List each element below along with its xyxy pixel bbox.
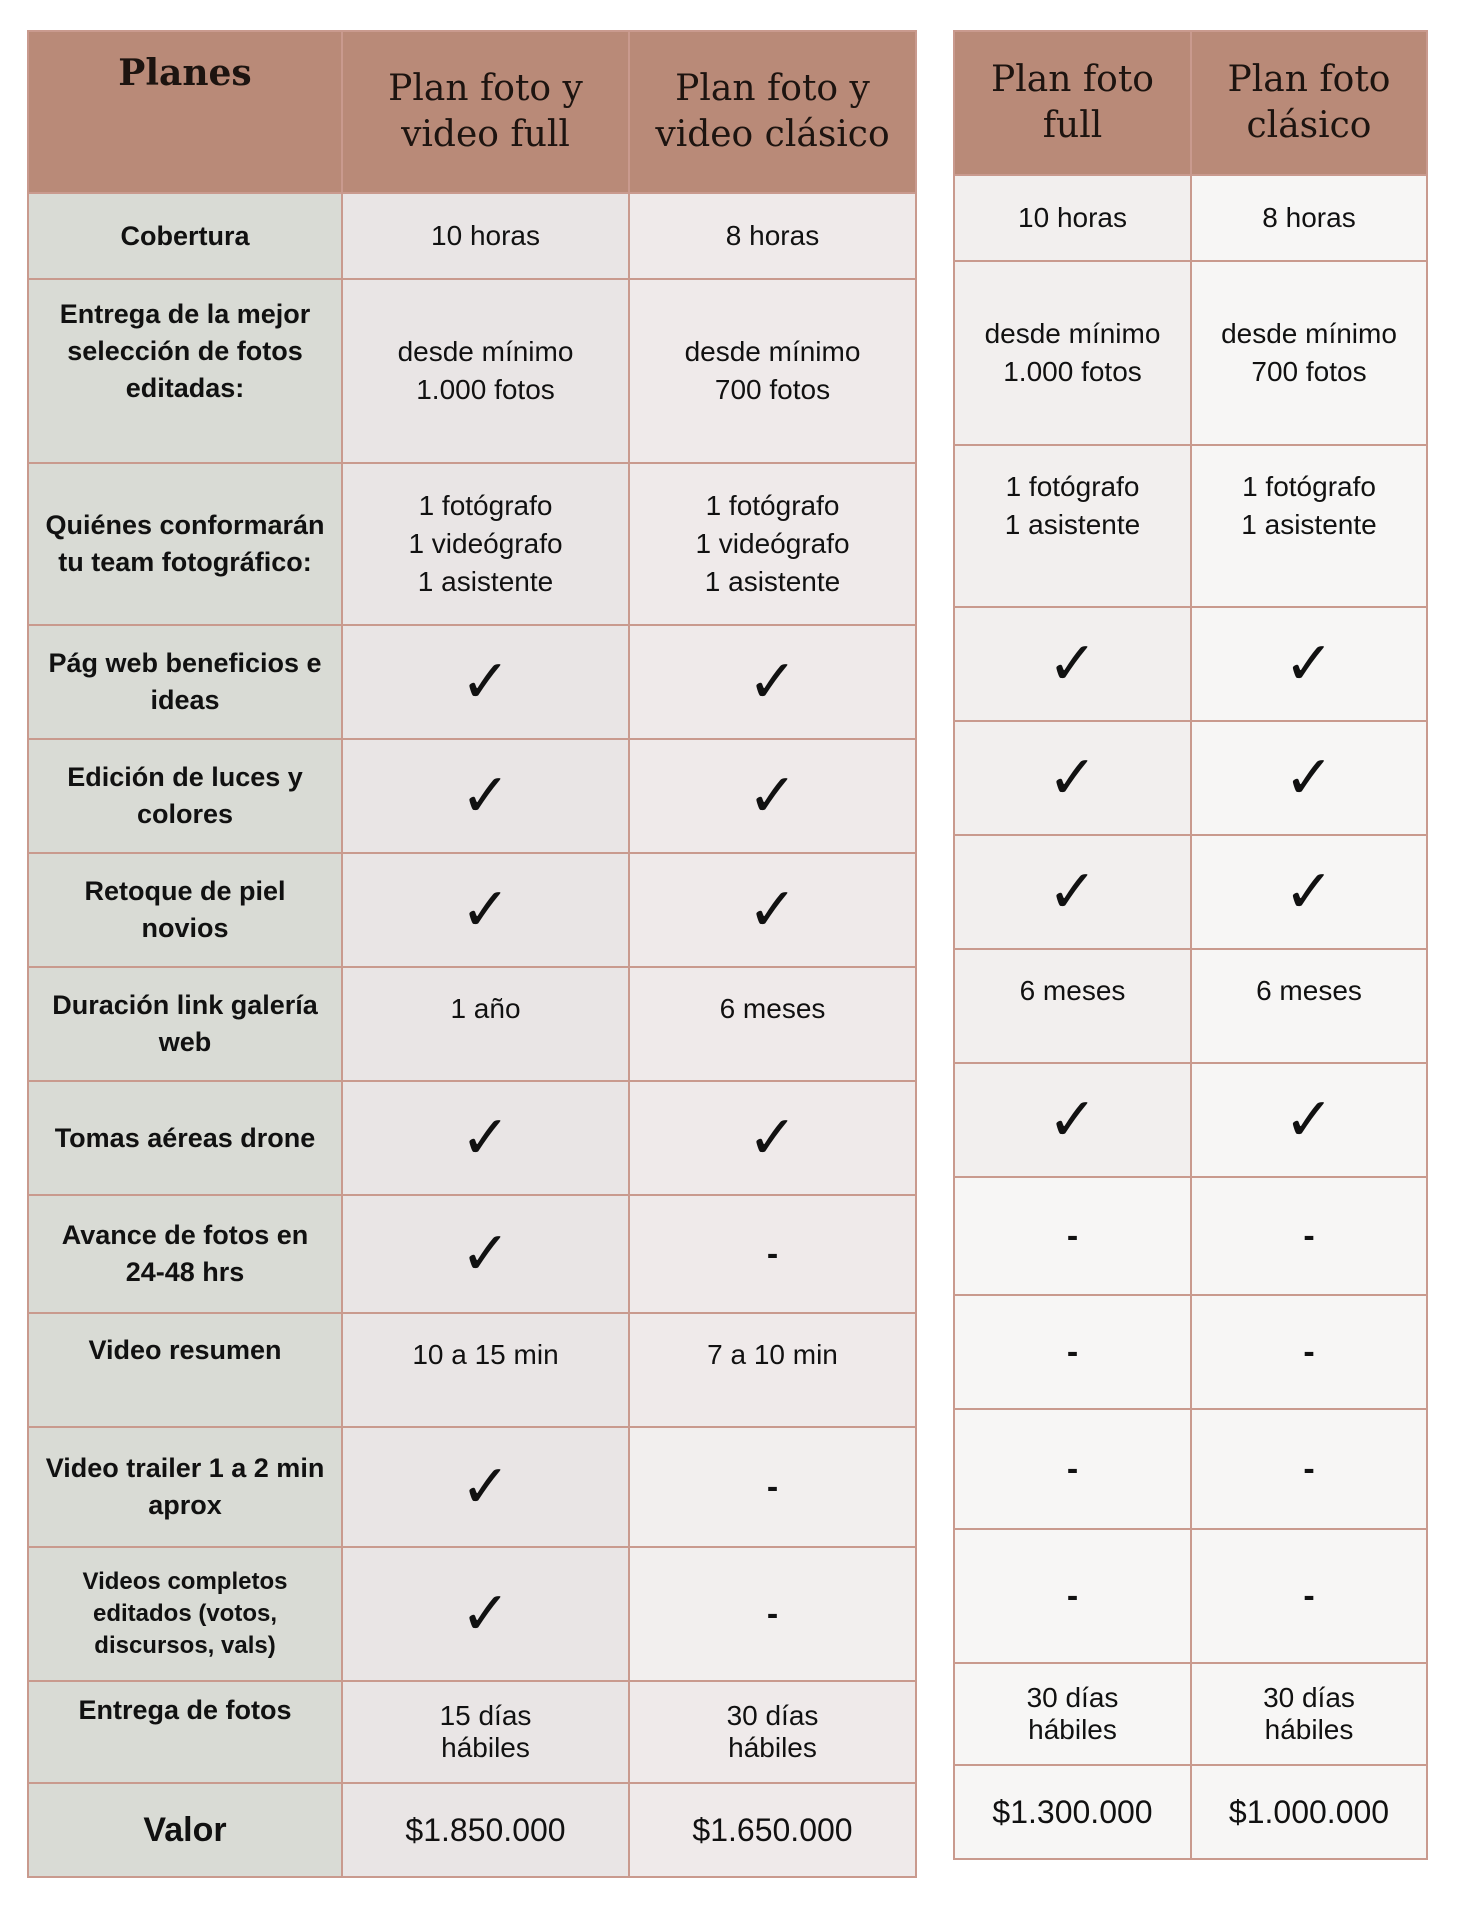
row-label-entrega-seleccion: Entrega de la mejor selección de fotos editadas: — [28, 279, 342, 463]
row-label-edicion: Edición de luces y colores — [28, 739, 342, 853]
row-entrega-fotos — [954, 1663, 1427, 1765]
dash-cell: - — [954, 1177, 1191, 1295]
header-planes: Planes — [28, 31, 342, 193]
check-icon: ✓ — [1191, 607, 1427, 721]
dash-cell: - — [629, 1427, 916, 1547]
cell-entrega-seleccion-plan4: desde mínimo 700 fotos — [1191, 261, 1427, 445]
dash-cell: - — [954, 1295, 1191, 1409]
header-plan-foto-video-full: Plan foto y video full — [342, 31, 629, 193]
row-label-video-resumen: Video resumen — [28, 1313, 342, 1427]
row-label-retoque: Retoque de piel novios — [28, 853, 342, 967]
check-icon: ✓ — [954, 835, 1191, 949]
dash-cell: - — [629, 1195, 916, 1313]
cell-duracion-plan3: 6 meses — [954, 949, 1191, 1063]
dash-cell: - — [1191, 1409, 1427, 1529]
row-label-drone: Tomas aéreas drone — [28, 1081, 342, 1195]
cell-video-resumen-plan2: 7 a 10 min — [629, 1313, 916, 1427]
check-icon: ✓ — [342, 1195, 629, 1313]
row-avance — [954, 1177, 1427, 1295]
check-icon: ✓ — [342, 625, 629, 739]
row-label-team: Quiénes conformarán tu team fotográfico: — [28, 463, 342, 625]
check-icon: ✓ — [342, 1081, 629, 1195]
cell-cobertura-plan4: 8 horas — [1191, 175, 1427, 261]
row-video-resumen — [954, 1295, 1427, 1409]
row-entrega-fotos — [28, 1681, 916, 1783]
cell-entrega-fotos-plan1: 15 días hábiles — [342, 1681, 629, 1783]
row-avance — [28, 1195, 916, 1313]
row-retoque — [28, 853, 916, 967]
header-row — [954, 31, 1427, 175]
row-videos-completos — [954, 1529, 1427, 1663]
row-entrega-seleccion — [954, 261, 1427, 445]
check-icon: ✓ — [629, 625, 916, 739]
dash-cell: - — [954, 1409, 1191, 1529]
price-plan3: $1.300.000 — [954, 1765, 1191, 1859]
price-plan4: $1.000.000 — [1191, 1765, 1427, 1859]
row-video-trailer — [954, 1409, 1427, 1529]
cell-entrega-fotos-plan2: 30 días hábiles — [629, 1681, 916, 1783]
row-valor — [954, 1765, 1427, 1859]
row-edicion — [954, 721, 1427, 835]
cell-entrega-fotos-plan3: 30 días hábiles — [954, 1663, 1191, 1765]
row-label-pag-web: Pág web beneficios e ideas — [28, 625, 342, 739]
row-valor — [28, 1783, 916, 1877]
row-video-trailer — [28, 1427, 916, 1547]
check-icon: ✓ — [1191, 1063, 1427, 1177]
row-videos-completos — [28, 1547, 916, 1681]
row-team — [28, 463, 916, 625]
cell-team-plan1: 1 fotógrafo 1 videógrafo 1 asistente — [342, 463, 629, 625]
price-plan1: $1.850.000 — [342, 1783, 629, 1877]
cell-entrega-seleccion-plan3: desde mínimo 1.000 fotos — [954, 261, 1191, 445]
cell-cobertura-plan1: 10 horas — [342, 193, 629, 279]
cell-video-resumen-plan1: 10 a 15 min — [342, 1313, 629, 1427]
cell-cobertura-plan2: 8 horas — [629, 193, 916, 279]
cell-entrega-seleccion-plan2: desde mínimo 700 fotos — [629, 279, 916, 463]
row-entrega-seleccion — [28, 279, 916, 463]
row-duracion — [28, 967, 916, 1081]
check-icon: ✓ — [629, 1081, 916, 1195]
header-row — [28, 31, 916, 193]
cell-team-plan4: 1 fotógrafo 1 asistente — [1191, 445, 1427, 607]
plans-table-video — [27, 30, 917, 1878]
dash-cell: - — [954, 1529, 1191, 1663]
cell-entrega-seleccion-plan1: desde mínimo 1.000 fotos — [342, 279, 629, 463]
cell-entrega-fotos-plan4: 30 días hábiles — [1191, 1663, 1427, 1765]
cell-team-plan3: 1 fotógrafo 1 asistente — [954, 445, 1191, 607]
check-icon: ✓ — [342, 1547, 629, 1681]
row-video-resumen — [28, 1313, 916, 1427]
check-icon: ✓ — [1191, 835, 1427, 949]
row-pag-web — [28, 625, 916, 739]
check-icon: ✓ — [629, 853, 916, 967]
row-label-cobertura: Cobertura — [28, 193, 342, 279]
price-plan2: $1.650.000 — [629, 1783, 916, 1877]
row-label-videos-completos: Videos completos editados (votos, discursos, vals) — [28, 1547, 342, 1681]
check-icon: ✓ — [1191, 721, 1427, 835]
row-cobertura — [28, 193, 916, 279]
dash-cell: - — [1191, 1295, 1427, 1409]
row-cobertura — [954, 175, 1427, 261]
row-label-duracion: Duración link galería web — [28, 967, 342, 1081]
row-drone — [28, 1081, 916, 1195]
row-label-entrega-fotos: Entrega de fotos — [28, 1681, 342, 1783]
dash-cell: - — [629, 1547, 916, 1681]
cell-duracion-plan4: 6 meses — [1191, 949, 1427, 1063]
row-label-valor: Valor — [28, 1783, 342, 1877]
header-plan-foto-video-clasico: Plan foto y video clásico — [629, 31, 916, 193]
row-label-avance: Avance de fotos en 24-48 hrs — [28, 1195, 342, 1313]
row-retoque — [954, 835, 1427, 949]
cell-cobertura-plan3: 10 horas — [954, 175, 1191, 261]
header-plan-foto-clasico: Plan foto clásico — [1191, 31, 1427, 175]
check-icon: ✓ — [629, 739, 916, 853]
dash-cell: - — [1191, 1177, 1427, 1295]
row-label-video-trailer: Video trailer 1 a 2 min aprox — [28, 1427, 342, 1547]
check-icon: ✓ — [342, 853, 629, 967]
header-plan-foto-full: Plan foto full — [954, 31, 1191, 175]
check-icon: ✓ — [342, 1427, 629, 1547]
check-icon: ✓ — [954, 607, 1191, 721]
plans-table-photo — [953, 30, 1428, 1860]
cell-duracion-plan1: 1 año — [342, 967, 629, 1081]
row-duracion — [954, 949, 1427, 1063]
check-icon: ✓ — [954, 1063, 1191, 1177]
row-edicion — [28, 739, 916, 853]
row-pag-web — [954, 607, 1427, 721]
check-icon: ✓ — [342, 739, 629, 853]
row-team — [954, 445, 1427, 607]
cell-duracion-plan2: 6 meses — [629, 967, 916, 1081]
dash-cell: - — [1191, 1529, 1427, 1663]
row-drone — [954, 1063, 1427, 1177]
cell-team-plan2: 1 fotógrafo 1 videógrafo 1 asistente — [629, 463, 916, 625]
check-icon: ✓ — [954, 721, 1191, 835]
